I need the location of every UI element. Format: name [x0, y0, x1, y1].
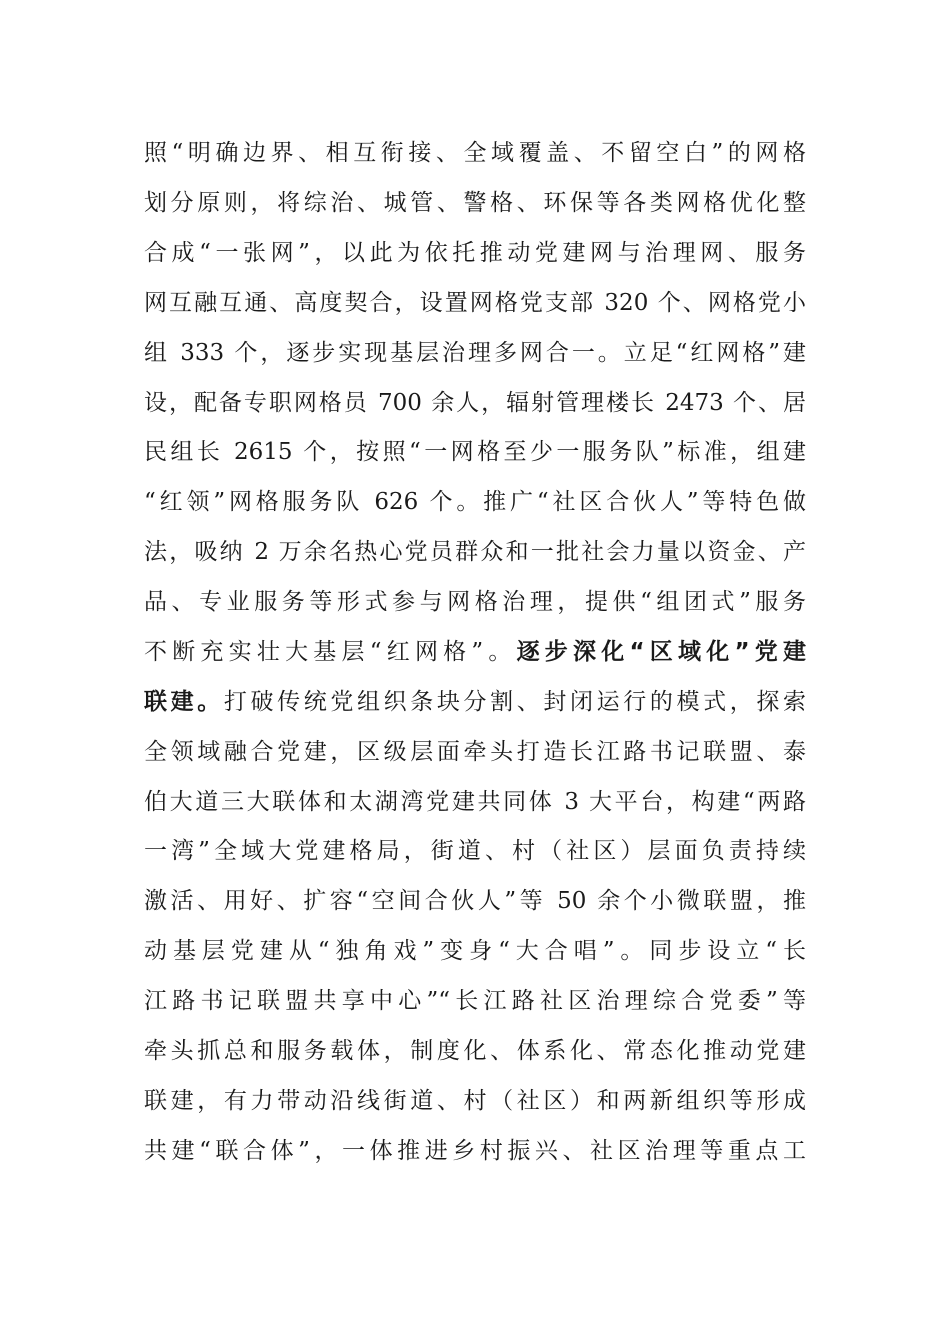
text-run: 全领域融合党建，区级层面牵头打造长江路书记联盟、泰	[144, 739, 806, 765]
text-run: 牵头抓总和服务载体，制度化、体系化、常态化推动党建	[144, 1038, 806, 1064]
body-line	[144, 983, 806, 1019]
body-line	[144, 235, 806, 271]
text-run: 一湾”全域大党建格局，街道、村（社区）层面负责持续	[144, 838, 806, 864]
text-run: 法，吸纳 2 万余名热心党员群众和一批社会力量以资金、产	[144, 539, 806, 565]
text-run: 合成“一张网”，以此为依托推动党建网与治理网、服务	[144, 240, 806, 266]
text-run: 共建“联合体”，一体推进乡村振兴、社区治理等重点工	[144, 1138, 806, 1164]
text-run: 联建，有力带动沿线街道、村（社区）和两新组织等形成	[144, 1088, 806, 1114]
bold-heading-run: 联建。	[144, 689, 224, 715]
text-run: 不断充实壮大基层“红网格”。	[144, 639, 517, 665]
text-run: 品、专业服务等形式参与网格治理，提供“组团式”服务	[144, 589, 806, 615]
text-run: 网互融互通、高度契合，设置网格党支部 320 个、网格党小	[144, 290, 806, 316]
body-line	[144, 784, 806, 820]
text-run: “红领”网格服务队 626 个。推广“社区合伙人”等特色做	[144, 489, 806, 515]
body-line	[144, 684, 806, 720]
text-run: 民组长 2615 个，按照“一网格至少一服务队”标准，组建	[144, 439, 806, 465]
text-run: 打破传统党组织条块分割、封闭运行的模式，探索	[223, 689, 806, 715]
text-run: 组 333 个，逐步实现基层治理多网合一。立足“红网格”建	[144, 340, 806, 366]
body-line	[144, 833, 806, 869]
text-run: 江路书记联盟共享中心”“长江路社区治理综合党委”等	[144, 988, 806, 1014]
body-line	[144, 335, 806, 371]
text-run: 照“明确边界、相互衔接、全域覆盖、不留空白”的网格	[144, 140, 806, 166]
body-line	[144, 285, 806, 321]
body-line	[144, 185, 806, 221]
body-line	[144, 385, 806, 421]
body-line	[144, 1033, 806, 1069]
text-run: 设，配备专职网格员 700 余人，辐射管理楼长 2473 个、居	[144, 390, 806, 416]
body-line	[144, 883, 806, 919]
bold-heading-run: 逐步深化“区域化”党建	[516, 639, 806, 665]
body-line	[144, 534, 806, 570]
body-line	[144, 135, 806, 171]
body-line	[144, 484, 806, 520]
text-run: 激活、用好、扩容“空间合伙人”等 50 余个小微联盟，推	[144, 888, 806, 914]
body-line	[144, 734, 806, 770]
body-line	[144, 434, 806, 470]
body-line	[144, 1083, 806, 1119]
text-run: 伯大道三大联体和太湖湾党建共同体 3 大平台，构建“两路	[144, 789, 806, 815]
body-line	[144, 1133, 806, 1169]
body-line	[144, 933, 806, 969]
body-line	[144, 634, 806, 670]
text-run: 动基层党建从“独角戏”变身“大合唱”。同步设立“长	[144, 938, 806, 964]
body-line	[144, 584, 806, 620]
text-run: 划分原则，将综治、城管、警格、环保等各类网格优化整	[144, 190, 806, 216]
